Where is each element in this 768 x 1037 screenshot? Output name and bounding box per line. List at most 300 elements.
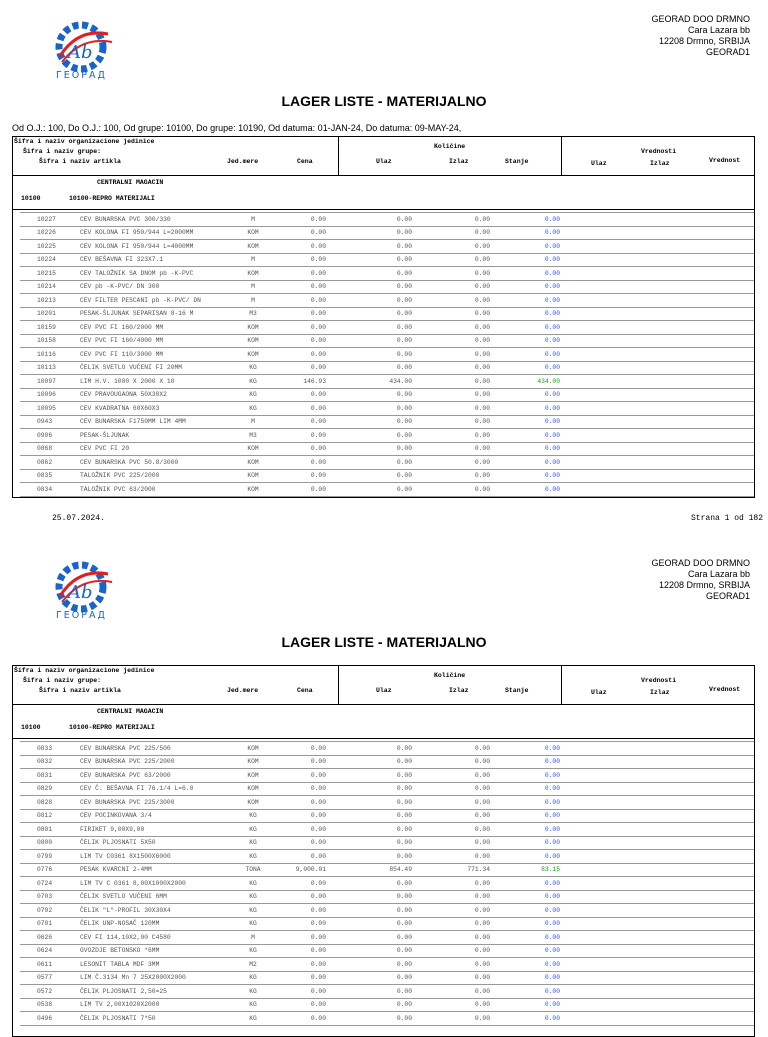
table-row (20, 782, 754, 796)
article-code: 0799 (20, 850, 80, 864)
quantity-out: 0.00 (412, 294, 490, 308)
article-code: 0835 (20, 469, 80, 483)
table-row (20, 483, 754, 497)
company-name: GEORAD DOO DRMNO (651, 14, 750, 24)
group-separator (13, 738, 754, 739)
article-code: 10113 (20, 361, 80, 375)
table-row (20, 442, 754, 456)
unit-of-measure: M2 (230, 958, 276, 972)
article-code: 0703 (20, 890, 80, 904)
header-v-in: Ulaz (591, 160, 607, 167)
quantity-stock: 0.00 (490, 998, 560, 1012)
quantity-in: 0.00 (326, 361, 412, 375)
quantity-stock: 0.00 (490, 823, 560, 837)
value-cells (560, 334, 754, 348)
table-row (20, 375, 754, 389)
unit-of-measure: KOM (230, 442, 276, 456)
quantity-out: 0.00 (412, 469, 490, 483)
value-cells (560, 321, 754, 335)
quantity-in: 0.00 (326, 823, 412, 837)
article-name: CEV PVC FI 160/4000 MM (80, 334, 230, 348)
report-title: LAGER LISTE - MATERIJALNO (281, 634, 487, 650)
company-name: GEORAD DOO DRMNO (651, 558, 750, 568)
quantity-in: 0.00 (326, 809, 412, 823)
unit-price: 0.00 (276, 483, 326, 497)
article-code: 0577 (20, 971, 80, 985)
quantity-stock: 83.15 (490, 863, 560, 877)
article-code: 0611 (20, 958, 80, 972)
article-code: 10225 (20, 240, 80, 254)
table-row (20, 809, 754, 823)
header-values: Vrednosti (641, 148, 677, 155)
value-cells (560, 917, 754, 931)
quantity-out: 0.00 (412, 809, 490, 823)
quantity-out: 0.00 (412, 280, 490, 294)
table-row (20, 904, 754, 918)
org-unit-label: CENTRALNI MAGACIN (97, 708, 164, 715)
quantity-out: 0.00 (412, 456, 490, 470)
article-name: CEV BEŠAVNA FI 323X7.1 (80, 253, 230, 267)
article-code: 0538 (20, 998, 80, 1012)
company-street: Cara Lazara bb (687, 25, 750, 35)
value-cells (560, 348, 754, 362)
article-name: CEV BUNARSKA PVC 50.8/3000 (80, 456, 230, 470)
quantity-in: 0.00 (326, 917, 412, 931)
quantity-in: 0.00 (326, 769, 412, 783)
quantity-in: 0.00 (326, 280, 412, 294)
unit-price: 0.00 (276, 958, 326, 972)
table-row (20, 931, 754, 945)
article-name: LIM TV C 0361 8,00X1000X2000 (80, 877, 230, 891)
report-params: Od O.J.: 100, Do O.J.: 100, Od grupe: 10100, Do grupe: 10190, Od datuma: 01-JAN-24, Do datuma: 09-MAY-24, (12, 123, 462, 133)
unit-price: 0.00 (276, 850, 326, 864)
quantity-stock: 0.00 (490, 253, 560, 267)
quantity-in: 0.00 (326, 348, 412, 362)
article-code: 0832 (20, 755, 80, 769)
logo-text: ГЕОРАД (56, 70, 107, 81)
unit-of-measure: M3 (230, 307, 276, 321)
quantity-stock: 0.00 (490, 742, 560, 756)
table-row (20, 456, 754, 470)
quantity-in: 0.00 (326, 415, 412, 429)
table-row (20, 998, 754, 1012)
quantity-out: 0.00 (412, 240, 490, 254)
value-cells (560, 267, 754, 281)
unit-of-measure: KG (230, 971, 276, 985)
unit-of-measure: KOM (230, 796, 276, 810)
header-org: Šifra i naziv organizacione jedinice (14, 667, 155, 674)
unit-price: 0.00 (276, 415, 326, 429)
quantity-out: 0.00 (412, 415, 490, 429)
table-row (20, 469, 754, 483)
table-row (20, 1012, 754, 1026)
article-code: 0833 (20, 742, 80, 756)
quantity-stock: 0.00 (490, 294, 560, 308)
unit-price: 0.00 (276, 998, 326, 1012)
article-code: 10159 (20, 321, 80, 335)
table-row (20, 917, 754, 931)
quantity-in: 0.00 (326, 904, 412, 918)
quantity-in: 0.00 (326, 321, 412, 335)
company-code: GEORAD1 (705, 591, 750, 601)
article-name: CEV TALOŽNIK SA DNOM pb -K-PVC (80, 267, 230, 281)
quantity-stock: 0.00 (490, 280, 560, 294)
header-divider (338, 666, 339, 704)
unit-of-measure: KOM (230, 469, 276, 483)
quantity-in: 0.00 (326, 890, 412, 904)
article-name: CEV BUNARSKA F1750MM LIM 4MM (80, 415, 230, 429)
value-cells (560, 850, 754, 864)
unit-price: 0.00 (276, 240, 326, 254)
report-page-2 (0, 550, 768, 1024)
header-values: Vrednosti (641, 677, 677, 684)
header-org: Šifra i naziv organizacione jedinice (14, 138, 155, 145)
quantity-out: 0.00 (412, 985, 490, 999)
table-row (20, 361, 754, 375)
quantity-stock: 0.00 (490, 226, 560, 240)
unit-of-measure: KG (230, 375, 276, 389)
value-cells (560, 998, 754, 1012)
table-row (20, 850, 754, 864)
article-code: 10226 (20, 226, 80, 240)
unit-price: 0.00 (276, 917, 326, 931)
unit-of-measure: KG (230, 985, 276, 999)
table-row (20, 213, 754, 227)
quantity-in: 0.00 (326, 782, 412, 796)
quantity-out: 0.00 (412, 931, 490, 945)
quantity-out: 0.00 (412, 402, 490, 416)
article-name: LIM TV 2,00X1020X2000 (80, 998, 230, 1012)
quantity-out: 0.00 (412, 944, 490, 958)
unit-price: 0.00 (276, 985, 326, 999)
article-code: 0572 (20, 985, 80, 999)
quantity-stock: 0.00 (490, 388, 560, 402)
article-code: 10116 (20, 348, 80, 362)
unit-price: 0.00 (276, 971, 326, 985)
company-code: GEORAD1 (705, 47, 750, 57)
quantity-stock: 0.00 (490, 307, 560, 321)
article-code: 10095 (20, 402, 80, 416)
value-cells (560, 782, 754, 796)
unit-of-measure: M3 (230, 429, 276, 443)
quantity-in: 0.00 (326, 877, 412, 891)
quantity-out: 0.00 (412, 429, 490, 443)
value-cells (560, 429, 754, 443)
unit-of-measure: KOM (230, 240, 276, 254)
unit-price: 0.00 (276, 456, 326, 470)
article-name: CEV BUNARSKA PVC 225/500 (80, 742, 230, 756)
quantity-stock: 0.00 (490, 836, 560, 850)
quantity-out: 0.00 (412, 483, 490, 497)
unit-of-measure: KG (230, 361, 276, 375)
unit-of-measure: KOM (230, 321, 276, 335)
unit-of-measure: KG (230, 809, 276, 823)
article-code: 10215 (20, 267, 80, 281)
quantity-out: 0.00 (412, 213, 490, 227)
article-name: CEV KOLONA FI 950/944 L=4000MM (80, 240, 230, 254)
article-name: ČELIK PLJOSNATI 5X50 (80, 836, 230, 850)
unit-price: 0.00 (276, 361, 326, 375)
quantity-in: 0.00 (326, 334, 412, 348)
quantity-in: 0.00 (326, 755, 412, 769)
unit-of-measure: KG (230, 917, 276, 931)
header-stock: Stanje (505, 687, 529, 694)
unit-price: 0.00 (276, 809, 326, 823)
header-price: Cena (297, 158, 313, 165)
quantity-out: 0.00 (412, 836, 490, 850)
unit-of-measure: KOM (230, 769, 276, 783)
article-name: LESONIT TABLA MDF 3MM (80, 958, 230, 972)
unit-price: 0.00 (276, 429, 326, 443)
value-cells (560, 240, 754, 254)
header-divider (561, 666, 562, 704)
group-code: 10100 (21, 195, 41, 202)
org-unit-label: CENTRALNI MAGACIN (97, 179, 164, 186)
quantity-out: 0.00 (412, 348, 490, 362)
quantity-stock: 0.00 (490, 456, 560, 470)
header-article: Šifra i naziv artikla (39, 158, 121, 165)
quantity-stock: 0.00 (490, 415, 560, 429)
unit-price: 0.00 (276, 782, 326, 796)
article-name: CEV KVADRATNA 60X60X3 (80, 402, 230, 416)
header-price: Cena (297, 687, 313, 694)
article-name: CEV PRAVOUGAONA 50X30X2 (80, 388, 230, 402)
quantity-out: 0.00 (412, 958, 490, 972)
table-row (20, 971, 754, 985)
article-name: CEV KOLONA FI 950/944 L=2000MM (80, 226, 230, 240)
table-row (20, 226, 754, 240)
table-row (20, 388, 754, 402)
table-row (20, 429, 754, 443)
page-number: Strana 1 od 182 (690, 514, 763, 523)
quantity-in: 0.00 (326, 944, 412, 958)
article-name: LIM TV C0361 8X1500X6000 (80, 850, 230, 864)
article-code: 0701 (20, 917, 80, 931)
article-name: PESAK-ŠLJUNAK SEPARISAN 8-16 M (80, 307, 230, 321)
quantity-stock: 0.00 (490, 1012, 560, 1026)
quantity-stock: 0.00 (490, 782, 560, 796)
quantity-stock: 0.00 (490, 334, 560, 348)
quantity-in: 0.00 (326, 836, 412, 850)
quantity-in: 0.00 (326, 742, 412, 756)
table-header (13, 137, 754, 176)
value-cells (560, 890, 754, 904)
unit-price: 0.00 (276, 769, 326, 783)
quantity-in: 0.00 (326, 985, 412, 999)
svg-text:Ab: Ab (68, 42, 93, 63)
group-label (21, 195, 155, 202)
value-cells (560, 904, 754, 918)
unit-of-measure: KOM (230, 348, 276, 362)
article-code: 0801 (20, 823, 80, 837)
quantity-stock: 0.00 (490, 971, 560, 985)
unit-of-measure: TONA (230, 863, 276, 877)
header-q-in: Ulaz (376, 687, 392, 694)
table-row (20, 877, 754, 891)
article-code: 0862 (20, 456, 80, 470)
quantity-in: 0.00 (326, 226, 412, 240)
article-code: 0829 (20, 782, 80, 796)
group-name: 10100-REPRO MATERIJALI (69, 195, 155, 202)
article-name: PESAK-ŠLJUNAK (80, 429, 230, 443)
article-name: CEV PVC FI 110/3000 MM (80, 348, 230, 362)
article-name: CEV BUNARSKA PVC 300/330 (80, 213, 230, 227)
unit-price: 0.00 (276, 294, 326, 308)
header-value: Vrednost (709, 157, 741, 164)
group-separator (13, 209, 754, 210)
quantity-stock: 0.00 (490, 348, 560, 362)
unit-price: 0.00 (276, 742, 326, 756)
quantity-out: 0.00 (412, 998, 490, 1012)
unit-of-measure: M (230, 213, 276, 227)
value-cells (560, 769, 754, 783)
quantity-in: 0.00 (326, 971, 412, 985)
quantity-out: 0.00 (412, 850, 490, 864)
unit-price: 0.00 (276, 755, 326, 769)
unit-of-measure: KG (230, 402, 276, 416)
quantity-stock: 0.00 (490, 469, 560, 483)
quantity-in: 0.00 (326, 483, 412, 497)
table-row (20, 307, 754, 321)
unit-price: 9,000.01 (276, 863, 326, 877)
table-row (20, 836, 754, 850)
unit-of-measure: KOM (230, 742, 276, 756)
unit-price: 0.00 (276, 348, 326, 362)
unit-of-measure: KG (230, 1012, 276, 1026)
quantity-out: 0.00 (412, 890, 490, 904)
article-name: CEV BUNARSKA PVC 225/2000 (80, 755, 230, 769)
table-row (20, 755, 754, 769)
article-code: 0943 (20, 415, 80, 429)
article-name: CEV FI 114,10X2,00 C4580 (80, 931, 230, 945)
unit-of-measure: M (230, 931, 276, 945)
value-cells (560, 836, 754, 850)
company-block (651, 558, 750, 602)
quantity-stock: 0.00 (490, 850, 560, 864)
unit-of-measure: M (230, 253, 276, 267)
table-row (20, 348, 754, 362)
article-table (20, 212, 754, 497)
report-sheet (12, 665, 755, 1037)
quantity-out: 0.00 (412, 742, 490, 756)
article-code: 10227 (20, 213, 80, 227)
table-row (20, 240, 754, 254)
value-cells (560, 742, 754, 756)
article-name: PESAK KVARCNI 2-4MM (80, 863, 230, 877)
value-cells (560, 823, 754, 837)
table-row (20, 253, 754, 267)
value-cells (560, 402, 754, 416)
unit-of-measure: KOM (230, 456, 276, 470)
unit-of-measure: M (230, 294, 276, 308)
quantity-stock: 0.00 (490, 809, 560, 823)
quantity-out: 0.00 (412, 904, 490, 918)
quantity-in: 854.49 (326, 863, 412, 877)
unit-price: 0.00 (276, 334, 326, 348)
quantity-out: 0.00 (412, 442, 490, 456)
header-group: Šifra i naziv grupe: (23, 148, 102, 155)
header-q-in: Ulaz (376, 158, 392, 165)
unit-price: 0.00 (276, 402, 326, 416)
unit-price: 0.00 (276, 931, 326, 945)
value-cells (560, 456, 754, 470)
unit-price: 0.00 (276, 890, 326, 904)
table-row (20, 742, 754, 756)
article-name: GVOZDJE BETONSKO *6MM (80, 944, 230, 958)
quantity-stock: 0.00 (490, 985, 560, 999)
unit-of-measure: KOM (230, 267, 276, 281)
group-code: 10100 (21, 724, 41, 731)
header-quantities: Količine (434, 143, 466, 150)
value-cells (560, 931, 754, 945)
unit-price: 0.00 (276, 321, 326, 335)
unit-price: 0.00 (276, 307, 326, 321)
value-cells (560, 294, 754, 308)
article-code: 0800 (20, 836, 80, 850)
article-code: 0831 (20, 769, 80, 783)
quantity-in: 0.00 (326, 267, 412, 281)
unit-of-measure: KG (230, 388, 276, 402)
table-row (20, 890, 754, 904)
unit-of-measure: KG (230, 836, 276, 850)
report-sheet (12, 136, 755, 498)
quantity-stock: 0.00 (490, 213, 560, 227)
value-cells (560, 280, 754, 294)
article-code: 0776 (20, 863, 80, 877)
unit-price: 0.00 (276, 226, 326, 240)
article-code: 10158 (20, 334, 80, 348)
quantity-in: 0.00 (326, 469, 412, 483)
quantity-stock: 0.00 (490, 402, 560, 416)
quantity-in: 0.00 (326, 456, 412, 470)
table-row (20, 796, 754, 810)
quantity-in: 0.00 (326, 240, 412, 254)
table-row (20, 334, 754, 348)
article-code: 0496 (20, 1012, 80, 1026)
article-table (20, 741, 754, 1026)
article-name: FIRIKET 9,00X9,00 (80, 823, 230, 837)
article-code: 0812 (20, 809, 80, 823)
group-name: 10100-REPRO MATERIJALI (69, 724, 155, 731)
unit-of-measure: KG (230, 944, 276, 958)
article-name: ČELIK UNP-NOSAČ 120MM (80, 917, 230, 931)
table-row (20, 267, 754, 281)
article-name: CEV Č. BEŠAVNA FI 76.1/4 L=6.0 (80, 782, 230, 796)
unit-of-measure: KOM (230, 782, 276, 796)
value-cells (560, 388, 754, 402)
article-code: 10213 (20, 294, 80, 308)
header-quantities: Količine (434, 672, 466, 679)
quantity-in: 0.00 (326, 388, 412, 402)
article-name: ČELIK SVETLO VUČENI FI 20MM (80, 361, 230, 375)
quantity-stock: 0.00 (490, 917, 560, 931)
quantity-out: 0.00 (412, 1012, 490, 1026)
unit-of-measure: KG (230, 890, 276, 904)
unit-of-measure: M (230, 280, 276, 294)
value-cells (560, 755, 754, 769)
article-code: 0828 (20, 796, 80, 810)
unit-of-measure: KG (230, 904, 276, 918)
quantity-stock: 0.00 (490, 958, 560, 972)
article-name: LIM H.V. 1000 X 2000 X 10 (80, 375, 230, 389)
group-label (21, 724, 155, 731)
header-v-out: Izlaz (650, 160, 670, 167)
quantity-stock: 434.00 (490, 375, 560, 389)
article-code: 0906 (20, 429, 80, 443)
article-name: ČELIK "L"-PROFIL 30X30X4 (80, 904, 230, 918)
header-unit: Jed.mere (227, 687, 259, 694)
quantity-in: 434.00 (326, 375, 412, 389)
